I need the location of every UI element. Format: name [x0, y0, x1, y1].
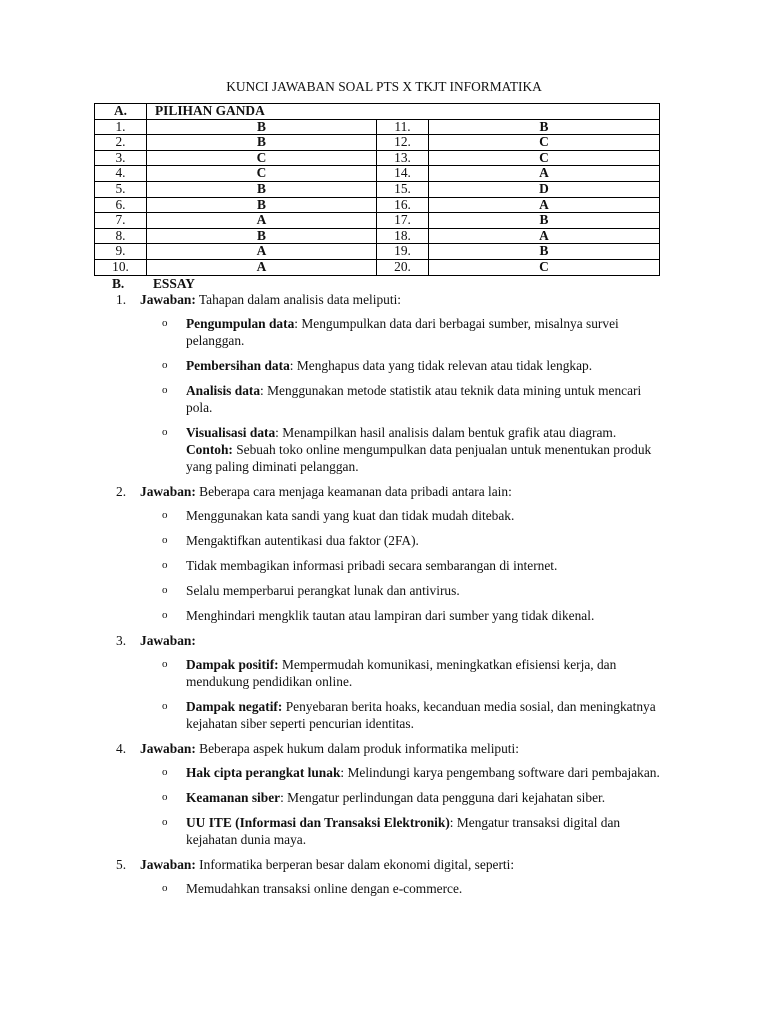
answer-letter: A — [147, 244, 377, 260]
answer-list — [0, 507, 768, 624]
item-text: : Menampilkan hasil analisis dalam bentuk grafik atau diagram. — [275, 425, 617, 440]
answer-lead: Jawaban: — [140, 633, 196, 648]
bullet-circle-icon: o — [162, 816, 168, 828]
item-term: UU ITE (Informasi dan Transaksi Elektronik) — [186, 815, 450, 830]
question-number: 17. — [377, 213, 429, 229]
list-item — [162, 357, 666, 374]
answer-letter: A — [147, 259, 377, 275]
list-item — [162, 880, 666, 897]
question-number: 5. — [116, 857, 127, 872]
item-text: Tidak membagikan informasi pribadi secara sembarangan di internet. — [186, 558, 558, 573]
item-text: : Melindungi karya pengembang software dari pembajakan. — [340, 765, 660, 780]
list-item — [162, 382, 666, 416]
table-row — [95, 135, 660, 151]
list-item — [162, 315, 666, 349]
table-row — [95, 259, 660, 275]
question-intro-text: Tahapan dalam analisis data meliputi: — [195, 292, 402, 307]
bullet-circle-icon: o — [162, 766, 168, 778]
essay-question — [116, 740, 680, 757]
item-text: : Menghapus data yang tidak relevan atau tidak lengkap. — [289, 358, 593, 373]
bullet-circle-icon: o — [162, 609, 168, 621]
answer-letter: B — [147, 197, 377, 213]
answer-letter: C — [429, 135, 660, 151]
question-number: 9. — [95, 244, 147, 260]
question-number: 3. — [116, 633, 127, 648]
question-number: 6. — [95, 197, 147, 213]
answer-letter: C — [429, 259, 660, 275]
bullet-circle-icon: o — [162, 317, 168, 329]
section-b-heading — [112, 276, 195, 292]
list-item — [162, 557, 666, 574]
list-item — [162, 582, 666, 599]
bullet-circle-icon: o — [162, 426, 168, 438]
answer-letter: D — [429, 181, 660, 197]
answer-letter: A — [429, 166, 660, 182]
item-term: Analisis data — [186, 383, 261, 398]
list-item — [162, 789, 666, 806]
table-row — [95, 213, 660, 229]
answer-letter: C — [147, 166, 377, 182]
item-text: Memudahkan transaksi online dengan e-commerce. — [186, 881, 463, 896]
table-row — [95, 228, 660, 244]
essay-question — [116, 291, 680, 308]
bullet-circle-icon: o — [162, 384, 168, 396]
list-item — [162, 607, 666, 624]
example-text: Sebuah toko online mengumpulkan data penjualan untuk menentukan produk yang paling diminati pelanggan. — [186, 442, 652, 474]
item-text: Menghindari mengklik tautan atau lampiran dari sumber yang tidak dikenal. — [186, 608, 595, 623]
question-number: 18. — [377, 228, 429, 244]
answer-letter: B — [429, 213, 660, 229]
table-row — [95, 119, 660, 135]
multiple-choice-answer-table — [94, 103, 660, 276]
question-number: 15. — [377, 181, 429, 197]
essay-question — [116, 483, 680, 500]
answer-letter: C — [147, 150, 377, 166]
answer-lead: Jawaban: — [140, 741, 196, 756]
table-row — [95, 197, 660, 213]
question-number: 1. — [116, 292, 127, 307]
question-number: 16. — [377, 197, 429, 213]
item-term: Dampak negatif: — [186, 699, 283, 714]
question-number: 10. — [95, 259, 147, 275]
answer-letter: B — [429, 119, 660, 135]
question-number: 19. — [377, 244, 429, 260]
item-text: Mengaktifkan autentikasi dua faktor (2FA). — [186, 533, 419, 548]
answer-letter: B — [147, 135, 377, 151]
document-title: KUNCI JAWABAN SOAL PTS X TKJT INFORMATIKA — [226, 79, 542, 94]
bullet-circle-icon: o — [162, 359, 168, 371]
answer-list — [0, 764, 768, 848]
answer-list — [0, 656, 768, 732]
question-number: 2. — [95, 135, 147, 151]
list-item — [162, 424, 666, 475]
answer-letter: B — [147, 228, 377, 244]
list-item — [162, 764, 666, 781]
item-term: Visualisasi data — [186, 425, 276, 440]
bullet-circle-icon: o — [162, 658, 168, 670]
answer-letter: B — [429, 244, 660, 260]
item-term: Keamanan siber — [186, 790, 281, 805]
item-text: : Mengumpulkan data dari berbagai sumber, misalnya survei pelanggan. — [186, 316, 619, 348]
list-item — [162, 532, 666, 549]
question-number: 12. — [377, 135, 429, 151]
item-text: : Menggunakan metode statistik atau teknik data mining untuk mencari pola. — [186, 383, 642, 415]
section-a-label: A. — [95, 104, 147, 120]
question-number: 20. — [377, 259, 429, 275]
bullet-circle-icon: o — [162, 559, 168, 571]
question-number: 8. — [95, 228, 147, 244]
bullet-circle-icon: o — [162, 534, 168, 546]
bullet-circle-icon: o — [162, 584, 168, 596]
table-header-row — [95, 104, 660, 120]
item-text: Selalu memperbarui perangkat lunak dan antivirus. — [186, 583, 460, 598]
example-label: Contoh: — [186, 442, 233, 457]
question-number: 11. — [377, 119, 429, 135]
essay-question — [116, 856, 680, 873]
bullet-circle-icon: o — [162, 700, 168, 712]
question-number: 4. — [95, 166, 147, 182]
answer-lead: Jawaban: — [140, 292, 196, 307]
answer-letter: B — [147, 181, 377, 197]
item-term: Pembersihan data — [186, 358, 290, 373]
answer-list — [0, 880, 768, 897]
section-a-title: PILIHAN GANDA — [147, 104, 660, 120]
essay-question — [116, 632, 680, 649]
bullet-circle-icon: o — [162, 509, 168, 521]
question-number: 2. — [116, 484, 127, 499]
answer-lead: Jawaban: — [140, 484, 196, 499]
item-text: : Mengatur perlindungan data pengguna dari kejahatan siber. — [280, 790, 606, 805]
list-item — [162, 507, 666, 524]
answer-lead: Jawaban: — [140, 857, 196, 872]
answer-letter: B — [147, 119, 377, 135]
table-row — [95, 181, 660, 197]
answer-letter: A — [429, 228, 660, 244]
section-b-label: B. — [112, 276, 125, 291]
answer-list — [0, 315, 768, 475]
item-term: Dampak positif: — [186, 657, 279, 672]
question-number: 7. — [95, 213, 147, 229]
question-intro-text: Beberapa cara menjaga keamanan data pribadi antara lain: — [195, 484, 512, 499]
essay-answers — [0, 291, 768, 905]
list-item — [162, 698, 666, 732]
table-row — [95, 244, 660, 260]
item-text: Mempermudah komunikasi, meningkatkan efisiensi kerja, dan mendukung pendidikan online. — [186, 657, 617, 689]
question-intro-text: Informatika berperan besar dalam ekonomi digital, seperti: — [195, 857, 515, 872]
bullet-circle-icon: o — [162, 882, 168, 894]
question-number: 3. — [95, 150, 147, 166]
question-number: 13. — [377, 150, 429, 166]
answer-letter: C — [429, 150, 660, 166]
bullet-circle-icon: o — [162, 791, 168, 803]
question-intro-text: Beberapa aspek hukum dalam produk informatika meliputi: — [195, 741, 519, 756]
item-text: : Mengatur transaksi digital dan kejahatan dunia maya. — [186, 815, 621, 847]
answer-letter: A — [429, 197, 660, 213]
question-number: 1. — [95, 119, 147, 135]
list-item — [162, 814, 666, 848]
question-number: 5. — [95, 181, 147, 197]
table-row — [95, 150, 660, 166]
item-text: Penyebaran berita hoaks, kecanduan media sosial, dan meningkatnya kejahatan siber seperti pencurian identitas. — [186, 699, 656, 731]
section-b-title: ESSAY — [153, 276, 195, 291]
item-text: Menggunakan kata sandi yang kuat dan tidak mudah ditebak. — [186, 508, 515, 523]
question-number: 4. — [116, 741, 127, 756]
item-term: Pengumpulan data — [186, 316, 295, 331]
item-term: Hak cipta perangkat lunak — [186, 765, 341, 780]
table-row — [95, 166, 660, 182]
question-number: 14. — [377, 166, 429, 182]
answer-letter: A — [147, 213, 377, 229]
list-item — [162, 656, 666, 690]
